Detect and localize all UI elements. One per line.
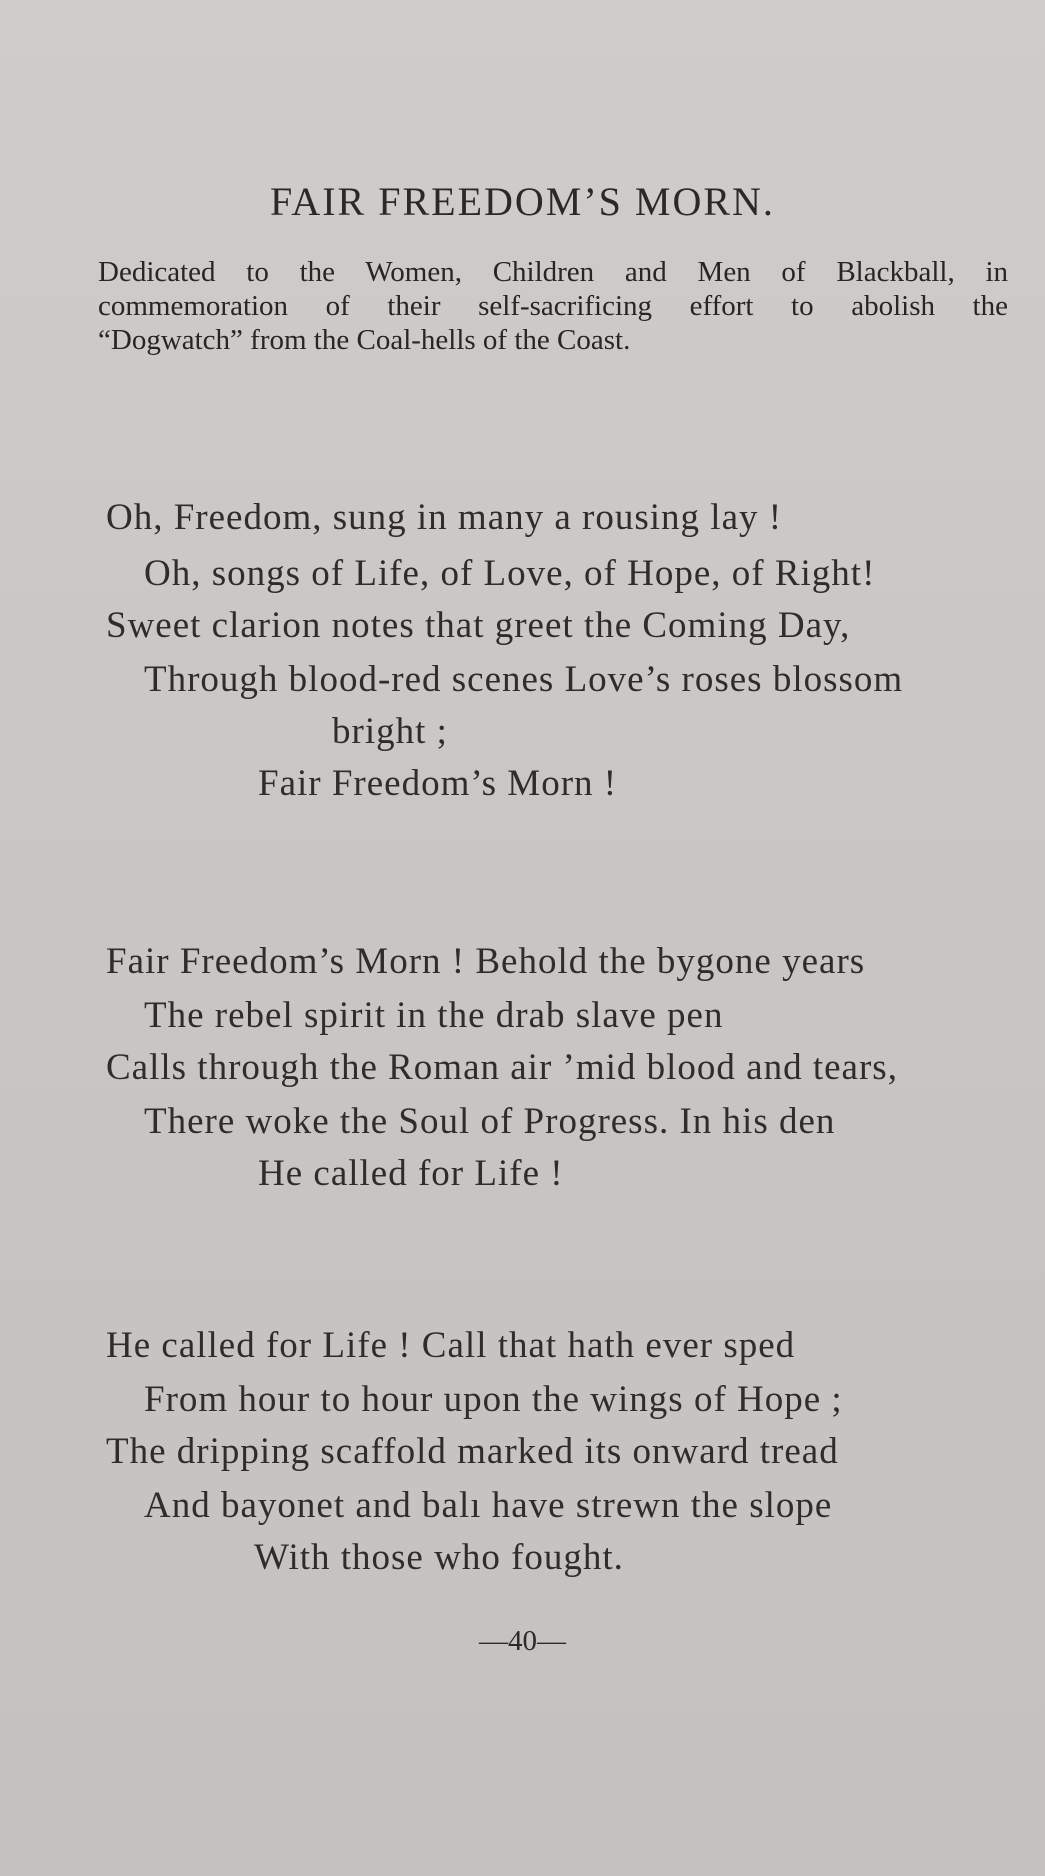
verse-line: Oh, Freedom, sung in many a rousing lay ! bbox=[106, 497, 783, 538]
dedication-line: Dedicated to the Women, Children and Men of Blackball, in bbox=[98, 256, 1008, 288]
verse-line: Oh, songs of Life, of Love, of Hope, of Right! bbox=[144, 553, 876, 594]
dedication-text bbox=[98, 255, 1008, 357]
dedication-line: commemoration of their self-sacrificing effort to abolish the bbox=[98, 290, 1008, 322]
verse-line: Fair Freedom’s Morn ! bbox=[258, 763, 618, 804]
verse-line: Sweet clarion notes that greet the Coming Day, bbox=[106, 605, 851, 646]
verse-line: The dripping scaffold marked its onward tread bbox=[106, 1431, 839, 1472]
dedication-line: “Dogwatch” from the Coal-hells of the Coast. bbox=[98, 324, 631, 356]
verse-line: Calls through the Roman air ’mid blood and tears, bbox=[106, 1047, 898, 1088]
verse-line: The rebel spirit in the drab slave pen bbox=[144, 995, 724, 1036]
verse-line: bright ; bbox=[332, 711, 448, 752]
verse-line: He called for Life ! Call that hath ever sped bbox=[106, 1325, 796, 1366]
verse-line: With those who fought. bbox=[254, 1537, 624, 1578]
verse-line: Fair Freedom’s Morn ! Behold the bygone years bbox=[106, 941, 866, 982]
verse-line: And bayonet and balı have strewn the slope bbox=[144, 1485, 833, 1526]
page-number: —40— bbox=[479, 1625, 566, 1657]
verse-line: He called for Life ! bbox=[258, 1153, 564, 1194]
verse-line: Through blood-red scenes Love’s roses blossom bbox=[144, 659, 904, 700]
verse-line: There woke the Soul of Progress. In his den bbox=[144, 1101, 836, 1142]
verse-line: From hour to hour upon the wings of Hope ; bbox=[144, 1379, 843, 1420]
poem-title: FAIR FREEDOM’S MORN. bbox=[270, 179, 775, 224]
